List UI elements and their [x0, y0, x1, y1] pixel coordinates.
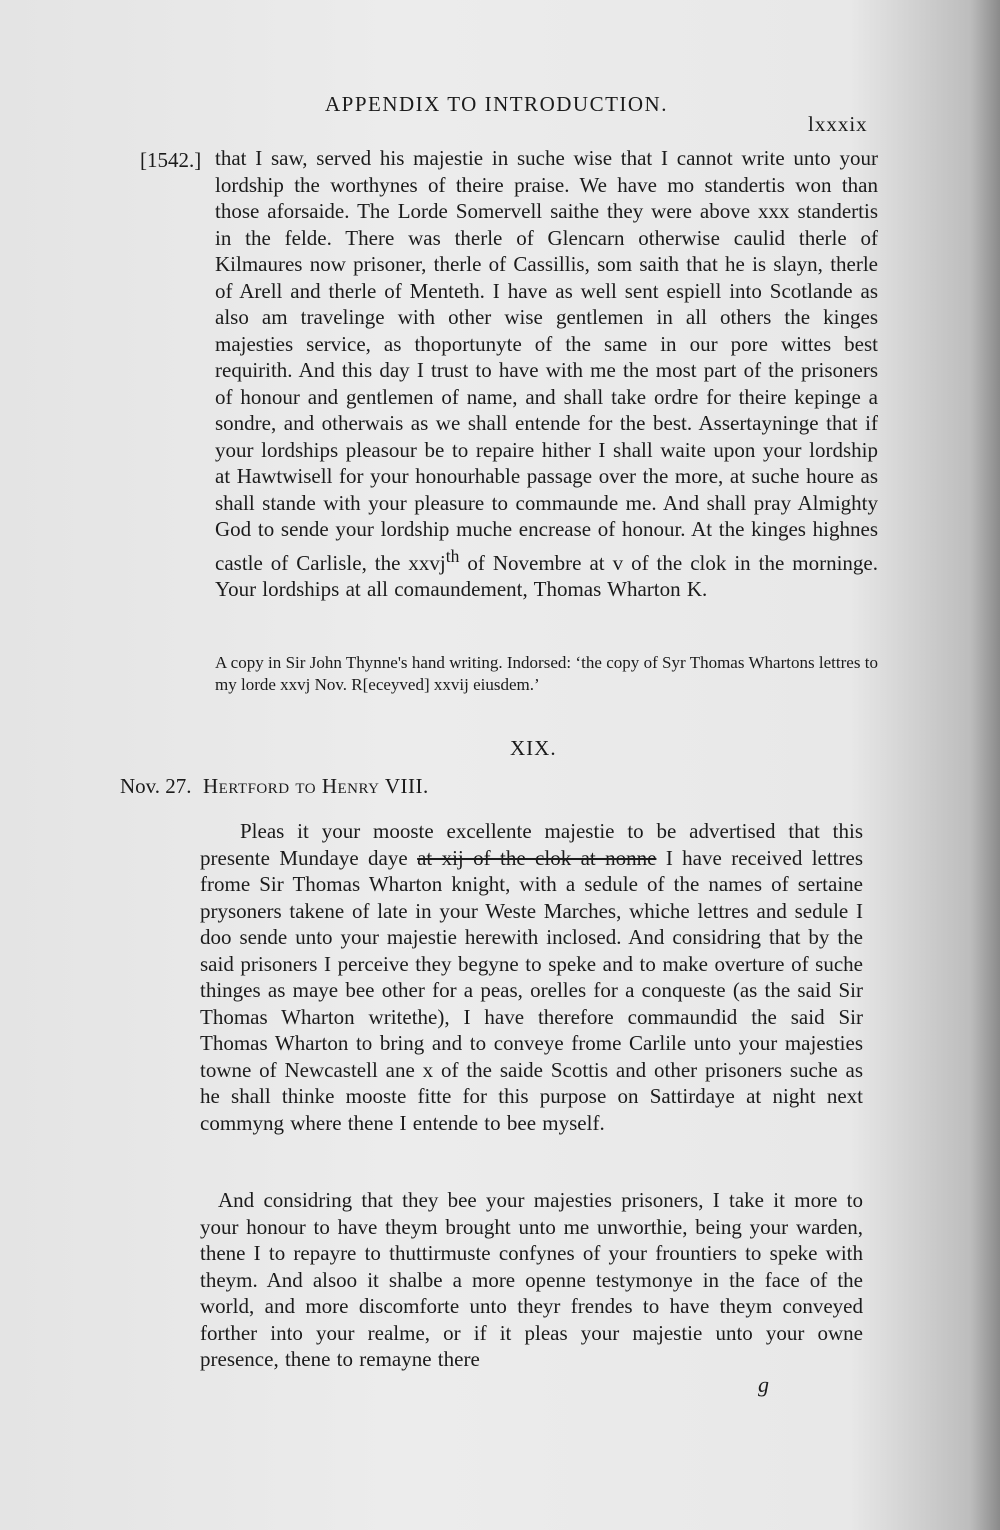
letter-paragraph: And considring that they bee your majesties prisoners, I take it more to your honour to have theym brought unto me unworthie, being your warden, thene I to repayre to thuttirmuste confynes of your frountiers to speke with theym. And alsoo it shalbe a more openne testymonye in the face of the world, and more discomforte unto theyr frendes to have theym conveyed forther into your realme, or if it pleas your majestie unto your owne presence, thene to remayne there — [200, 1188, 863, 1371]
page-number: lxxxix — [808, 112, 868, 136]
struck-text: at xij of the clok at nonne — [417, 845, 657, 870]
letter-text-end: of Novembre at v of the clok in the morninge. Your lordships at all comaundement, Thomas Wharton K. — [215, 550, 879, 601]
letter-paragraph — [215, 145, 878, 603]
section-number: XIX. — [510, 736, 557, 760]
paragraph-text-rest: I have received lettres frome Sir Thomas Wharton knight, with a sedule of the names of sertaine prysoners takene of late in your Weste Marches, whiche lettres and sedule I doo sende unto your majestie herewith inclosed. And considring that by the said prisoners I perceive they begyne to speke and to make overture of suche thinges as maye bee other for a peas, orelles for a conqueste (as the said Sir Thomas Wharton writethe), I have therefore commaundid the said Sir Thomas Wharton to bring and to conveye frome Carlile unto your majesties towne of Newcastell ane x of the saide Scottis and other prisoners suche as he shall thinke mooste fitte for this purpose on Sattirdaye at night next commyng where thene I entende to bee myself. — [200, 845, 864, 1135]
editorial-note: A copy in Sir John Thynne's hand writing. Indorsed: ‘the copy of Syr Thomas Whartons lettres to my lorde xxvj Nov. R[eceyved] xxvij eiusdem.’ — [215, 653, 878, 694]
margin-date: Nov. 27. — [120, 774, 192, 798]
section-heading: Hertford to Henry VIII. — [203, 774, 429, 798]
margin-year: [1542.] — [140, 148, 202, 172]
letter-paragraph — [200, 818, 863, 1136]
letter-text: that I saw, served his majestie in suche wise that I cannot write unto your lordship the worthynes of theire praise. We have mo standertis won than those aforsaide. The Lorde Somervell saithe they were above xxx standertis in the felde. There was therle of Glencarn otherwise caulid therle of Kilmaures now prisoner, therle of Cassillis, som saith that he is slayn, therle of Arell and therle of Menteth. I have as well sent espiell into Scotlande as also am travelinge with other wise gentlemen in all others the kinges majesties service, as thoportunyte of the same in our pore wittes best requirith. And this day I trust to have with me the most part of the prisoners of honour and gentlemen of name, and shall take ordre for theire kepinge a sondre, and otherwais as we shall entende for the best. Assertayninge that if your lordships pleasour be to repaire hither I shall waite upon your lordship at Hawtwisell for your honourhable passage over the more, at suche houre as shall stande with your pleasure to commaunde me. And shall pray Almighty God to sende your lordship muche encrease of honour. At the kinges highnes castle of Carlisle, the xxvj — [215, 146, 878, 575]
signature-mark: g — [758, 1372, 769, 1397]
ordinal-suffix: th — [445, 545, 460, 566]
paragraph-text: Pleas it your mooste excellente majestie to be advertised that this presente Mundaye daye — [200, 819, 863, 870]
running-header: APPENDIX TO INTRODUCTION. — [325, 92, 668, 116]
